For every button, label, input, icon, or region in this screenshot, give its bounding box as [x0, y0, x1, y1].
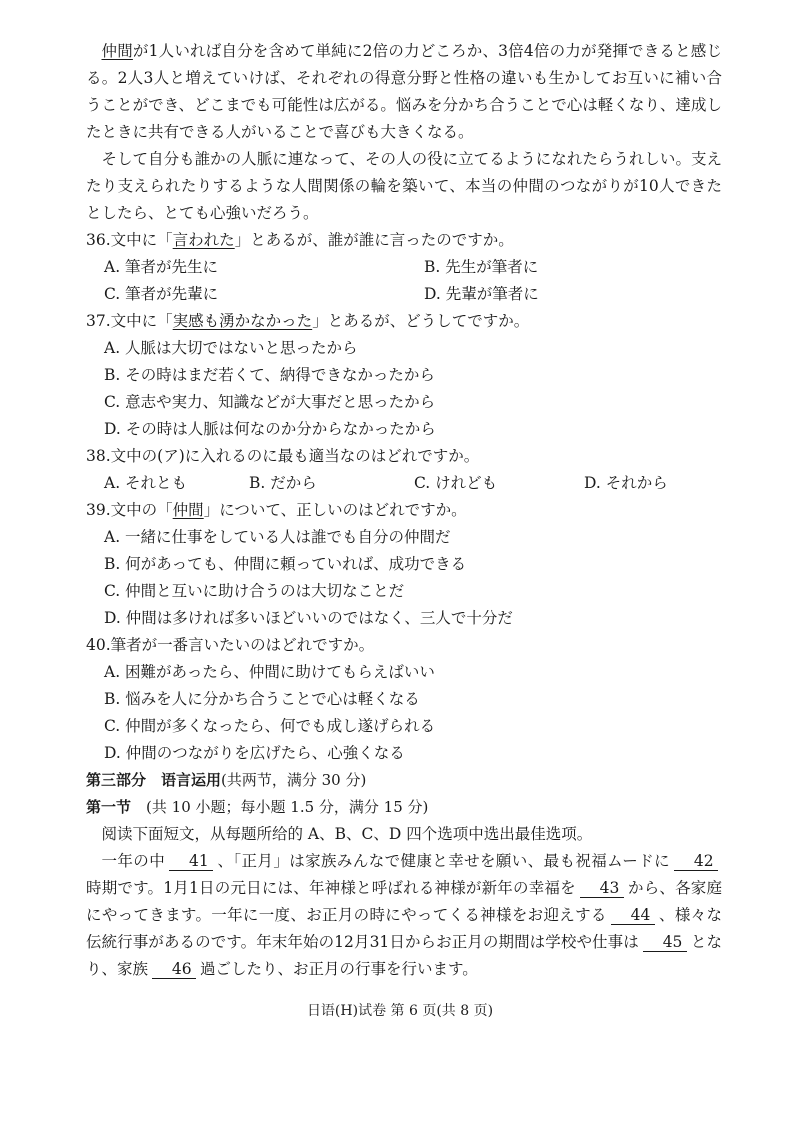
option-b[interactable]: B. だから	[249, 474, 317, 492]
blank-42[interactable]: 42	[674, 852, 718, 871]
option-c[interactable]: C. 意志や実力、知識などが大事だと思ったから	[104, 393, 436, 411]
options-36	[86, 254, 722, 308]
options-38	[86, 470, 722, 497]
part3-heading: 第三部分 语言运用(共两节，满分 30 分)	[86, 771, 367, 789]
underlined-phrase: 仲間	[172, 501, 204, 519]
option-d[interactable]: D. その時は人脈は何なのか分からなかったから	[104, 420, 436, 438]
option-d[interactable]: D. 仲間のつながりを広げたら、心強くなる	[104, 744, 405, 762]
underlined-phrase: 言われた	[172, 231, 235, 249]
option-d[interactable]: D. それから	[584, 474, 668, 492]
blank-41[interactable]: 41	[169, 852, 213, 871]
option-c[interactable]: C. けれども	[414, 474, 498, 492]
option-a[interactable]: A. 一緒に仕事をしている人は誰でも自分の仲間だ	[104, 528, 451, 546]
passage-paragraph-2: そして自分も誰かの人脈に連なって、その人の役に立てるようになれたらうれしい。支えたり支えられたりするような人間関係の輪を築いて、本当の仲間のつながりが10人できたとしたら、とても心強いだろう。	[86, 150, 722, 222]
passage-paragraph-1	[86, 38, 722, 146]
blank-44[interactable]: 44	[611, 906, 655, 925]
option-a[interactable]: A. 困難があったら、仲間に助けてもらえばいい	[104, 663, 435, 681]
option-d[interactable]: D. 仲間は多ければ多いほどいいのではなく、三人で十分だ	[104, 609, 513, 627]
option-b[interactable]: B. 先生が筆者に	[424, 258, 539, 276]
paragraph-text: が1人いれば自分を含めて単純に2倍の力どころか、3倍4倍の力が発揮できると感じる。2人3人と増えていけば、それぞれの得意分野と性格の違いも生かしてお互いに補い合うことができ、どこまでも可能性は広がる。悩みを分かち合うことで心は軽くなり、達成したときに共有できる人がいることで喜びも大きくなる。	[86, 42, 722, 141]
blank-43[interactable]: 43	[580, 879, 624, 898]
question-37: 37.文中に「実感も湧かなかった」とあるが、どうしてですか。	[86, 312, 530, 330]
option-d[interactable]: D. 先輩が筆者に	[424, 285, 539, 303]
option-a[interactable]: A. 筆者が先生に	[104, 258, 219, 276]
question-40: 40.筆者が一番言いたいのはどれですか。	[86, 636, 375, 654]
blank-46[interactable]: 46	[152, 960, 196, 979]
question-38: 38.文中の(ア)に入れるのに最も適当なのはどれですか。	[86, 447, 480, 465]
instruction: 阅读下面短文，从每题所给的 A、B、C、D 四个选项中选出最佳选项。	[101, 825, 593, 843]
blank-45[interactable]: 45	[643, 933, 687, 952]
option-c[interactable]: C. 仲間が多くなったら、何でも成し遂げられる	[104, 717, 436, 735]
underlined-phrase: 実感も湧かなかった	[172, 312, 313, 330]
option-b[interactable]: B. その時はまだ若くて、納得できなかったから	[104, 366, 435, 384]
option-c[interactable]: C. 仲間と互いに助け合うのは大切なことだ	[104, 582, 405, 600]
page-content	[86, 38, 722, 983]
cloze-passage: 一年の中 41 、「正月」は家族みんなで健康と幸せを願い、最も祝福ムードに 42時期です。1月1日の元日には、年神様と呼ばれる神様が新年の幸福を 43 から、各家庭にやってきます。一年に一度、お正月の時にやってくる神様をお迎えする 44 、様々な伝統行事があるのです。年末年始の12月31日からお正月の期間は学校や仕事は 45 となり、家族 46 過ごしたり、お正月の行事を行います。	[86, 852, 722, 978]
option-b[interactable]: B. 悩みを人に分かち合うことで心は軽くなる	[104, 690, 420, 708]
section1-heading: 第一节 (共 10 小题；每小题 1.5 分，满分 15 分)	[86, 798, 429, 816]
page-footer: 日语(H)试卷 第 6 页(共 8 页)	[306, 1003, 494, 1019]
underlined-word: 仲間	[101, 42, 133, 60]
option-c[interactable]: C. 筆者が先輩に	[104, 285, 219, 303]
question-39: 39.文中の「仲間」について、正しいのはどれですか。	[86, 501, 467, 519]
option-a[interactable]: A. それとも	[104, 474, 188, 492]
question-36: 36.文中に「言われた」とあるが、誰が誰に言ったのですか。	[86, 231, 514, 249]
option-a[interactable]: A. 人脈は大切ではないと思ったから	[104, 339, 358, 357]
option-b[interactable]: B. 何があっても、仲間に頼っていれば、成功できる	[104, 555, 467, 573]
